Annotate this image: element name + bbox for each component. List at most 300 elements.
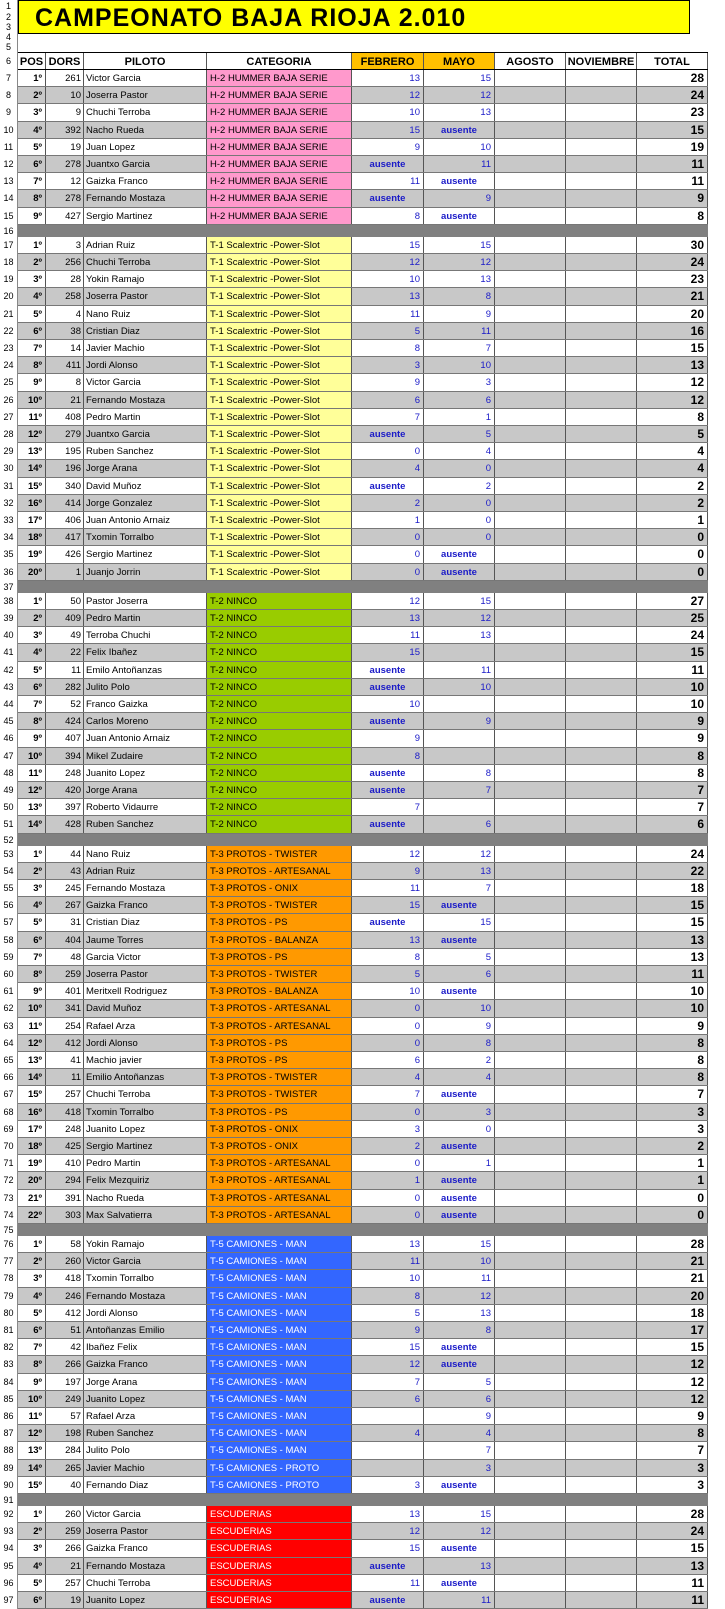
row-number: 37 [0, 581, 18, 593]
table-row [18, 443, 708, 460]
febrero-cell: 13 [352, 288, 424, 304]
total-cell: 10 [637, 679, 708, 695]
table-row [18, 644, 708, 661]
row-number: 68 [0, 1104, 18, 1121]
agosto-cell [495, 190, 566, 206]
row-number: 13 [0, 173, 18, 190]
agosto-cell [495, 1155, 566, 1171]
category-cell: ESCUDERIAS [207, 1506, 352, 1522]
dorsal-cell: 10 [46, 87, 84, 103]
noviembre-cell [566, 1121, 637, 1137]
mayo-cell: ausente [424, 1086, 495, 1102]
mayo-cell: 13 [424, 1305, 495, 1321]
pilot-cell: Gaizka Franco [84, 897, 207, 913]
category-cell: T-3 PROTOS - ARTESANAL [207, 1207, 352, 1223]
row-number: 59 [0, 949, 18, 966]
table-row [18, 1190, 708, 1207]
table-row [18, 1506, 708, 1523]
category-cell: T-1 Scalextric -Power-Slot [207, 564, 352, 580]
pilot-cell: Fernando Mostaza [84, 1288, 207, 1304]
mayo-cell: ausente [424, 1172, 495, 1188]
pilot-cell: Juanito Lopez [84, 1391, 207, 1407]
position-cell: 1º [18, 846, 46, 862]
category-cell: T-5 CAMIONES - MAN [207, 1339, 352, 1355]
position-cell: 14º [18, 1069, 46, 1085]
table-row [18, 880, 708, 897]
category-cell: T-3 PROTOS - ARTESANAL [207, 863, 352, 879]
agosto-cell [495, 374, 566, 390]
febrero-cell: 2 [352, 495, 424, 511]
pilot-cell: David Muñoz [84, 478, 207, 494]
pilot-cell: Sergio Martinez [84, 1138, 207, 1154]
category-cell: T-2 NINCO [207, 610, 352, 626]
row-number: 76 [0, 1236, 18, 1253]
table-row [18, 409, 708, 426]
dorsal-cell: 246 [46, 1288, 84, 1304]
agosto-cell [495, 1069, 566, 1085]
febrero-cell: 7 [352, 799, 424, 815]
mayo-cell: 5 [424, 1374, 495, 1390]
febrero-cell: 8 [352, 208, 424, 224]
header-noviembre: NOVIEMBRE [566, 53, 637, 69]
mayo-cell: 15 [424, 1506, 495, 1522]
dorsal-cell: 267 [46, 897, 84, 913]
total-cell: 9 [637, 730, 708, 746]
total-cell: 8 [637, 1425, 708, 1441]
table-row [18, 564, 708, 581]
mayo-cell: 10 [424, 357, 495, 373]
mayo-cell: 11 [424, 662, 495, 678]
row-number: 45 [0, 713, 18, 730]
febrero-cell: 1 [352, 512, 424, 528]
pilot-cell: Gaizka Franco [84, 1540, 207, 1556]
noviembre-cell [566, 374, 637, 390]
pilot-cell: David Muñoz [84, 1000, 207, 1016]
position-cell: 5º [18, 139, 46, 155]
noviembre-cell [566, 1236, 637, 1252]
mayo-cell: 2 [424, 478, 495, 494]
category-cell: ESCUDERIAS [207, 1540, 352, 1556]
row-number: 70 [0, 1138, 18, 1155]
febrero-cell: ausente [352, 426, 424, 442]
category-cell: T-1 Scalextric -Power-Slot [207, 392, 352, 408]
febrero-cell: 4 [352, 1069, 424, 1085]
mayo-cell: ausente [424, 1190, 495, 1206]
table-row [18, 271, 708, 288]
category-cell: T-5 CAMIONES - MAN [207, 1408, 352, 1424]
category-cell: T-3 PROTOS - ARTESANAL [207, 1000, 352, 1016]
mayo-cell: 2 [424, 1052, 495, 1068]
category-cell: T-3 PROTOS - BALANZA [207, 983, 352, 999]
agosto-cell [495, 1000, 566, 1016]
table-row [18, 1460, 708, 1477]
noviembre-cell [566, 306, 637, 322]
mayo-cell: 12 [424, 1523, 495, 1539]
total-cell: 11 [637, 966, 708, 982]
position-cell: 16º [18, 495, 46, 511]
dorsal-cell: 428 [46, 816, 84, 832]
category-cell: T-3 PROTOS - BALANZA [207, 932, 352, 948]
total-cell: 0 [637, 529, 708, 545]
position-cell: 21º [18, 1190, 46, 1206]
pilot-cell: Jordi Alonso [84, 357, 207, 373]
table-row [18, 593, 708, 610]
table-row [18, 679, 708, 696]
total-cell: 16 [637, 323, 708, 339]
agosto-cell [495, 1138, 566, 1154]
total-cell: 11 [637, 1575, 708, 1591]
row-number: 54 [0, 863, 18, 880]
dorsal-cell: 401 [46, 983, 84, 999]
mayo-cell: 13 [424, 627, 495, 643]
agosto-cell [495, 512, 566, 528]
noviembre-cell [566, 357, 637, 373]
febrero-cell: 0 [352, 564, 424, 580]
table-row [18, 748, 708, 765]
dorsal-cell: 426 [46, 546, 84, 562]
row-number: 4 [0, 32, 18, 42]
total-cell: 15 [637, 122, 708, 138]
total-cell: 6 [637, 816, 708, 832]
total-cell: 15 [637, 914, 708, 930]
table-row [18, 782, 708, 799]
table-row [18, 87, 708, 104]
row-number: 36 [0, 564, 18, 581]
table-row [18, 1253, 708, 1270]
noviembre-cell [566, 1207, 637, 1223]
febrero-cell: 4 [352, 460, 424, 476]
febrero-cell: 7 [352, 1086, 424, 1102]
pilot-cell: Jorge Gonzalez [84, 495, 207, 511]
category-cell: T-5 CAMIONES - PROTO [207, 1477, 352, 1493]
dorsal-cell: 427 [46, 208, 84, 224]
agosto-cell [495, 782, 566, 798]
total-cell: 24 [637, 1523, 708, 1539]
row-number: 24 [0, 357, 18, 374]
table-row [18, 1121, 708, 1138]
mayo-cell: 5 [424, 949, 495, 965]
total-cell: 11 [637, 173, 708, 189]
pilot-cell: Joserra Pastor [84, 87, 207, 103]
febrero-cell: ausente [352, 478, 424, 494]
pilot-cell: Jorge Arana [84, 1374, 207, 1390]
category-cell: T-1 Scalextric -Power-Slot [207, 460, 352, 476]
category-cell: T-5 CAMIONES - MAN [207, 1288, 352, 1304]
position-cell: 6º [18, 156, 46, 172]
table-row [18, 713, 708, 730]
mayo-cell: 4 [424, 1425, 495, 1441]
dorsal-cell: 42 [46, 1339, 84, 1355]
category-cell: T-1 Scalextric -Power-Slot [207, 512, 352, 528]
pilot-cell: Juan Antonio Arnaiz [84, 512, 207, 528]
position-cell: 20º [18, 1172, 46, 1188]
position-cell: 1º [18, 1236, 46, 1252]
position-cell: 3º [18, 271, 46, 287]
agosto-cell [495, 1052, 566, 1068]
total-cell: 0 [637, 1190, 708, 1206]
row-number: 82 [0, 1339, 18, 1356]
position-cell: 14º [18, 816, 46, 832]
agosto-cell [495, 1408, 566, 1424]
mayo-cell: 15 [424, 70, 495, 86]
row-number: 52 [0, 834, 18, 846]
position-cell: 13º [18, 1052, 46, 1068]
pilot-cell: Chuchi Terroba [84, 254, 207, 270]
position-cell: 4º [18, 122, 46, 138]
position-cell: 15º [18, 1477, 46, 1493]
row-number: 95 [0, 1558, 18, 1575]
total-cell: 7 [637, 1086, 708, 1102]
total-cell: 3 [637, 1460, 708, 1476]
category-cell: T-3 PROTOS - PS [207, 914, 352, 930]
category-cell: T-5 CAMIONES - PROTO [207, 1460, 352, 1476]
febrero-cell: 0 [352, 1035, 424, 1051]
total-cell: 25 [637, 610, 708, 626]
row-number: 65 [0, 1052, 18, 1069]
agosto-cell [495, 495, 566, 511]
table-row [18, 1155, 708, 1172]
mayo-cell: 1 [424, 1155, 495, 1171]
position-cell: 5º [18, 1575, 46, 1591]
table-row [18, 846, 708, 863]
table-row [18, 340, 708, 357]
dorsal-cell: 14 [46, 340, 84, 356]
row-number: 32 [0, 495, 18, 512]
pilot-cell: Emilio Antoñanzas [84, 1069, 207, 1085]
noviembre-cell [566, 529, 637, 545]
noviembre-cell [566, 1374, 637, 1390]
pilot-cell: Jaume Torres [84, 932, 207, 948]
dorsal-cell: 254 [46, 1018, 84, 1034]
row-number: 97 [0, 1592, 18, 1609]
row-number: 74 [0, 1207, 18, 1224]
noviembre-cell [566, 679, 637, 695]
category-cell: T-1 Scalextric -Power-Slot [207, 237, 352, 253]
table-row [18, 863, 708, 880]
position-cell: 3º [18, 1540, 46, 1556]
dorsal-cell: 41 [46, 1052, 84, 1068]
pilot-cell: Victor Garcia [84, 374, 207, 390]
row-number: 41 [0, 644, 18, 661]
total-cell: 17 [637, 1322, 708, 1338]
position-cell: 14º [18, 1460, 46, 1476]
febrero-cell [352, 1460, 424, 1476]
total-cell: 12 [637, 374, 708, 390]
pilot-cell: Ruben Sanchez [84, 816, 207, 832]
row-number: 96 [0, 1575, 18, 1592]
category-cell: T-1 Scalextric -Power-Slot [207, 357, 352, 373]
position-cell: 10º [18, 748, 46, 764]
mayo-cell: ausente [424, 1477, 495, 1493]
table-row [18, 1069, 708, 1086]
total-cell: 21 [637, 288, 708, 304]
mayo-cell: 12 [424, 254, 495, 270]
total-cell: 19 [637, 139, 708, 155]
mayo-cell: 8 [424, 288, 495, 304]
febrero-cell: 0 [352, 529, 424, 545]
dorsal-cell: 11 [46, 1069, 84, 1085]
table-row [18, 1592, 708, 1609]
noviembre-cell [566, 1155, 637, 1171]
row-number: 78 [0, 1270, 18, 1287]
dorsal-cell: 19 [46, 1592, 84, 1608]
total-cell: 22 [637, 863, 708, 879]
febrero-cell: 4 [352, 1425, 424, 1441]
mayo-cell: 0 [424, 512, 495, 528]
dorsal-cell: 410 [46, 1155, 84, 1171]
pilot-cell: Victor Garcia [84, 70, 207, 86]
category-cell: T-3 PROTOS - TWISTER [207, 966, 352, 982]
dorsal-cell: 249 [46, 1391, 84, 1407]
agosto-cell [495, 208, 566, 224]
agosto-cell [495, 237, 566, 253]
category-cell: H-2 HUMMER BAJA SERIE [207, 104, 352, 120]
row-number: 35 [0, 546, 18, 563]
position-cell: 16º [18, 1104, 46, 1120]
position-cell: 11º [18, 765, 46, 781]
febrero-cell: 9 [352, 730, 424, 746]
table-row [18, 512, 708, 529]
agosto-cell [495, 288, 566, 304]
dorsal-cell: 260 [46, 1253, 84, 1269]
category-cell: T-3 PROTOS - ARTESANAL [207, 1172, 352, 1188]
position-cell: 3º [18, 880, 46, 896]
mayo-cell: 7 [424, 340, 495, 356]
total-cell: 3 [637, 1477, 708, 1493]
mayo-cell: 4 [424, 443, 495, 459]
agosto-cell [495, 254, 566, 270]
febrero-cell [352, 1408, 424, 1424]
febrero-cell: ausente [352, 190, 424, 206]
pilot-cell: Julito Polo [84, 1442, 207, 1458]
agosto-cell [495, 1270, 566, 1286]
total-cell: 11 [637, 1592, 708, 1608]
total-cell: 13 [637, 932, 708, 948]
febrero-cell: 11 [352, 1253, 424, 1269]
mayo-cell: 10 [424, 139, 495, 155]
position-cell: 12º [18, 426, 46, 442]
noviembre-cell [566, 662, 637, 678]
total-cell: 13 [637, 949, 708, 965]
noviembre-cell [566, 409, 637, 425]
row-number: 61 [0, 983, 18, 1000]
agosto-cell [495, 1253, 566, 1269]
febrero-cell: 8 [352, 949, 424, 965]
febrero-cell: 0 [352, 1190, 424, 1206]
pilot-cell: Pastor Joserra [84, 593, 207, 609]
noviembre-cell [566, 546, 637, 562]
pilot-cell: Cristian Diaz [84, 323, 207, 339]
febrero-cell: 12 [352, 1523, 424, 1539]
row-number: 73 [0, 1190, 18, 1207]
position-cell: 1º [18, 593, 46, 609]
table-row [18, 932, 708, 949]
mayo-cell: ausente [424, 208, 495, 224]
total-cell: 7 [637, 799, 708, 815]
position-cell: 5º [18, 662, 46, 678]
row-number: 30 [0, 460, 18, 477]
table-row [18, 70, 708, 87]
row-number: 26 [0, 392, 18, 409]
position-cell: 9º [18, 374, 46, 390]
agosto-cell [495, 662, 566, 678]
total-cell: 9 [637, 190, 708, 206]
noviembre-cell [566, 254, 637, 270]
agosto-cell [495, 139, 566, 155]
agosto-cell [495, 1592, 566, 1608]
row-number: 6 [0, 52, 18, 70]
mayo-cell: ausente [424, 1207, 495, 1223]
febrero-cell: ausente [352, 662, 424, 678]
mayo-cell [424, 799, 495, 815]
row-number: 93 [0, 1523, 18, 1540]
row-number: 9 [0, 104, 18, 121]
mayo-cell: ausente [424, 564, 495, 580]
table-row [18, 392, 708, 409]
category-cell: T-3 PROTOS - TWISTER [207, 846, 352, 862]
noviembre-cell [566, 983, 637, 999]
noviembre-cell [566, 1305, 637, 1321]
agosto-cell [495, 983, 566, 999]
table-row [18, 730, 708, 747]
category-cell: T-2 NINCO [207, 730, 352, 746]
pilot-cell: Jorge Arana [84, 460, 207, 476]
row-number: 81 [0, 1322, 18, 1339]
total-cell: 24 [637, 254, 708, 270]
header-mayo: MAYO [424, 53, 495, 69]
table-row [18, 983, 708, 1000]
agosto-cell [495, 1086, 566, 1102]
dorsal-cell: 294 [46, 1172, 84, 1188]
table-row [18, 1540, 708, 1557]
agosto-cell [495, 932, 566, 948]
category-cell: ESCUDERIAS [207, 1575, 352, 1591]
row-number: 50 [0, 799, 18, 816]
agosto-cell [495, 1558, 566, 1574]
dorsal-cell: 412 [46, 1305, 84, 1321]
noviembre-cell [566, 156, 637, 172]
total-cell: 28 [637, 1506, 708, 1522]
noviembre-cell [566, 1069, 637, 1085]
category-cell: T-2 NINCO [207, 748, 352, 764]
febrero-cell: ausente [352, 1558, 424, 1574]
pilot-cell: Joserra Pastor [84, 288, 207, 304]
position-cell: 8º [18, 190, 46, 206]
febrero-cell: ausente [352, 816, 424, 832]
agosto-cell [495, 122, 566, 138]
pilot-cell: Mikel Zudaire [84, 748, 207, 764]
agosto-cell [495, 1236, 566, 1252]
row-number: 10 [0, 122, 18, 139]
category-cell: T-5 CAMIONES - MAN [207, 1425, 352, 1441]
mayo-cell: ausente [424, 897, 495, 913]
mayo-cell: 10 [424, 1253, 495, 1269]
position-cell: 6º [18, 679, 46, 695]
position-cell: 1º [18, 70, 46, 86]
dorsal-cell: 425 [46, 1138, 84, 1154]
agosto-cell [495, 104, 566, 120]
pilot-cell: Fernando Diaz [84, 1477, 207, 1493]
dorsal-cell: 391 [46, 1190, 84, 1206]
table-row [18, 765, 708, 782]
category-cell: T-1 Scalextric -Power-Slot [207, 288, 352, 304]
mayo-cell: 6 [424, 392, 495, 408]
mayo-cell: 10 [424, 1000, 495, 1016]
row-number: 16 [0, 225, 18, 237]
agosto-cell [495, 1322, 566, 1338]
pilot-cell: Jordi Alonso [84, 1305, 207, 1321]
position-cell: 11º [18, 409, 46, 425]
